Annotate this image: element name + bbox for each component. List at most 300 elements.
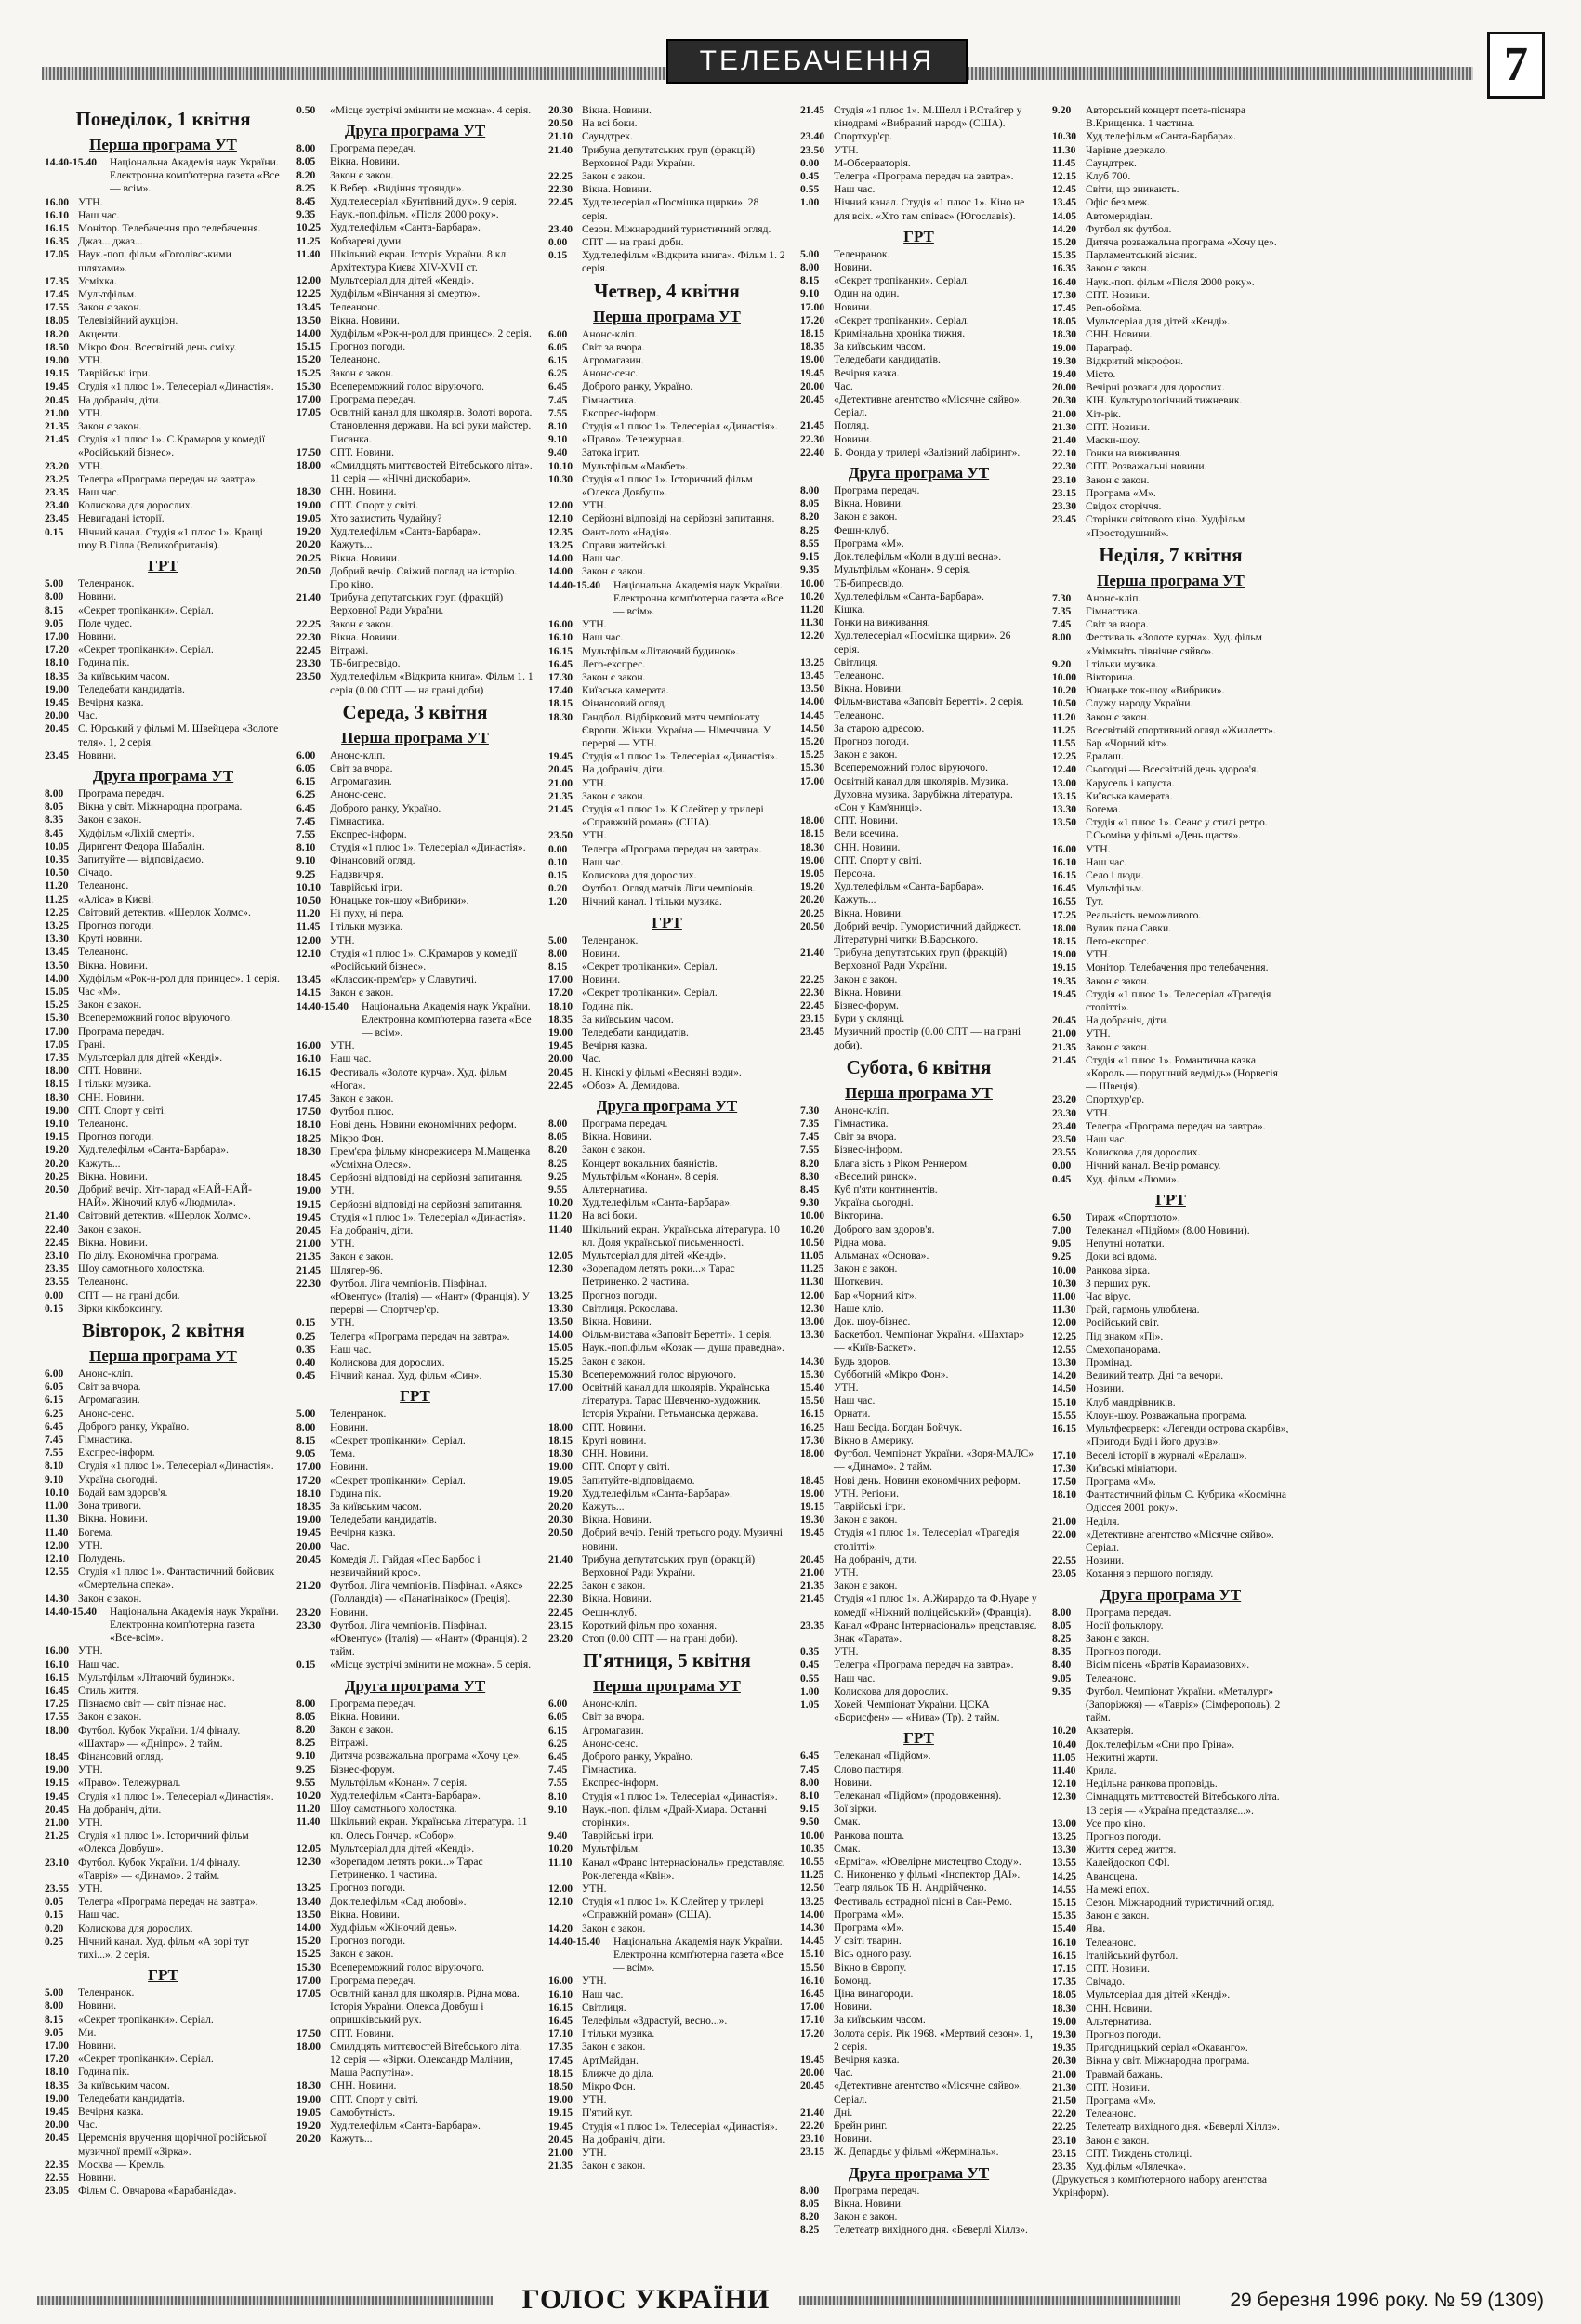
program-title: Футбол. Ліга чемпіонів. Півфінал. «Аякс» (Голландія) — «Панатінаікос» (Греція). bbox=[330, 1579, 523, 1605]
program-time: 19.45 bbox=[548, 1039, 573, 1052]
program-item bbox=[800, 340, 1037, 353]
program-item bbox=[1052, 922, 1289, 935]
program-time: 18.15 bbox=[800, 827, 825, 840]
program-time: 0.25 bbox=[45, 1934, 64, 1948]
program-title: С. Никоненко у фільмі «Інспектор ДАІ». bbox=[834, 1868, 1021, 1882]
program-item bbox=[1052, 948, 1289, 961]
program-item bbox=[45, 932, 282, 945]
program-time: 17.35 bbox=[548, 2040, 573, 2053]
program-item bbox=[296, 1974, 534, 1987]
program-title: Закон є закон. bbox=[834, 1579, 898, 1592]
program-title: Студія «1 плюс 1». Телесеріал «Династія». bbox=[330, 1210, 526, 1223]
channel-heading: Друга програма УТ bbox=[1100, 1585, 1242, 1604]
program-time: 1.05 bbox=[800, 1697, 820, 1710]
program-item bbox=[296, 1052, 534, 1065]
program-time: 8.00 bbox=[45, 786, 64, 799]
program-item bbox=[548, 433, 785, 446]
program-time: 12.45 bbox=[1052, 183, 1077, 196]
program-title: Фантастичний фільм С. Кубрика «Космічна Одіссея 2001 року». bbox=[1086, 1488, 1287, 1514]
program-time: 6.25 bbox=[296, 788, 316, 801]
program-title: Всепереможний голос віруючого. bbox=[834, 761, 988, 774]
program-item bbox=[296, 1513, 534, 1526]
program-time: 17.00 bbox=[800, 774, 825, 787]
program-time: 19.00 bbox=[45, 682, 70, 695]
program-item bbox=[45, 985, 282, 998]
program-item bbox=[800, 1908, 1037, 1921]
program-item bbox=[296, 1447, 534, 1460]
program-title: За київським часом. bbox=[834, 2014, 926, 2027]
program-title: Наш Бесіда. Богдан Бойчук. bbox=[834, 1420, 963, 1433]
program-time: 19.00 bbox=[296, 2093, 322, 2106]
program-item bbox=[548, 658, 785, 671]
program-time: 16.10 bbox=[548, 631, 573, 644]
program-title: Вели всечина. bbox=[834, 827, 899, 840]
program-item bbox=[1052, 1896, 1289, 1909]
program-title: Новини. bbox=[834, 1776, 873, 1789]
program-time: 10.55 bbox=[800, 1855, 825, 1868]
program-title: СПТ. Спорт у світі. bbox=[330, 498, 418, 511]
program-title: «Детективне агентство «Місячне сяйво». Серіал. bbox=[1086, 1527, 1274, 1553]
program-title: Анонс-сенс. bbox=[78, 1406, 135, 1419]
program-time: 9.40 bbox=[548, 1829, 568, 1842]
program-item bbox=[800, 1130, 1037, 1143]
program-title: Авансцена. bbox=[1086, 1869, 1138, 1882]
program-title: Освітній канал для школярів. Рідна мова. Історія України. Олекса Довбуш і опришківський рух. bbox=[330, 1987, 520, 2027]
program-title: Закон є закон. bbox=[1086, 974, 1150, 987]
program-item bbox=[45, 420, 282, 433]
program-title: Футбол плюс. bbox=[330, 1105, 394, 1118]
program-time: 18.00 bbox=[296, 2040, 322, 2053]
program-time: 22.25 bbox=[548, 170, 573, 183]
program-time: 16.10 bbox=[296, 1052, 322, 1065]
program-item bbox=[800, 2067, 1037, 2080]
program-item bbox=[1052, 381, 1289, 394]
program-item bbox=[45, 1592, 282, 1605]
program-time: 8.10 bbox=[548, 420, 568, 433]
program-title: Вікна. Новини. bbox=[330, 1908, 400, 1921]
program-time: 15.05 bbox=[548, 1341, 573, 1354]
program-time: 11.25 bbox=[800, 1262, 824, 1275]
program-item bbox=[1052, 183, 1289, 196]
program-item bbox=[800, 2146, 1037, 2159]
program-time: 9.10 bbox=[800, 287, 820, 300]
program-time: 12.10 bbox=[1052, 1777, 1077, 1790]
program-title: Док.телефільм «Сад любові». bbox=[330, 1895, 467, 1908]
program-item bbox=[548, 1526, 785, 1552]
program-time: 7.45 bbox=[548, 393, 568, 406]
program-title: Закон є закон. bbox=[330, 986, 394, 999]
program-item bbox=[548, 1143, 785, 1156]
program-time: 16.15 bbox=[800, 1407, 825, 1420]
program-item bbox=[800, 1223, 1037, 1236]
program-time: 23.25 bbox=[45, 472, 70, 485]
program-item bbox=[45, 866, 282, 879]
program-title: Вікна. Новини. bbox=[330, 155, 400, 168]
program-item bbox=[296, 1356, 534, 1369]
program-time: 19.00 bbox=[45, 354, 70, 367]
program-title: Гімнастика. bbox=[582, 393, 637, 406]
program-item bbox=[296, 1816, 534, 1842]
program-item bbox=[800, 1394, 1037, 1407]
program-item bbox=[1052, 1724, 1289, 1737]
program-title: Вікна. Новини. bbox=[78, 958, 148, 971]
program-title: Фешн-клуб. bbox=[834, 523, 889, 536]
program-item bbox=[800, 1381, 1037, 1394]
program-title: Закон є закон. bbox=[78, 301, 142, 314]
program-time: 18.00 bbox=[45, 1064, 70, 1077]
program-title: «Місце зустрічі змінити не можна». 5 серія. bbox=[330, 1658, 532, 1671]
program-item bbox=[1052, 1975, 1289, 1988]
program-title: Мультсеріал для дітей «Кенді». bbox=[1086, 1988, 1231, 2001]
program-time: 20.00 bbox=[800, 379, 825, 392]
program-item bbox=[548, 1209, 785, 1222]
program-title: Новини. bbox=[330, 1460, 369, 1473]
program-item bbox=[296, 749, 534, 762]
program-title: Закон є закон. bbox=[834, 1262, 898, 1275]
program-time: 21.20 bbox=[296, 1579, 322, 1592]
program-item bbox=[548, 1368, 785, 1381]
program-title: Анонс-сенс. bbox=[582, 1736, 639, 1750]
program-title: Худфільм «Вінчання зі смертю». bbox=[330, 287, 481, 300]
program-time: 21.10 bbox=[548, 130, 573, 143]
program-title: Ціна винагороди. bbox=[834, 1987, 914, 2000]
program-item bbox=[548, 697, 785, 710]
program-title: Стоп (0.00 СПТ — на грані доби). bbox=[582, 1631, 738, 1644]
program-title: Гімнастика. bbox=[78, 1433, 133, 1446]
program-time: 22.45 bbox=[800, 999, 825, 1011]
channel-heading: Перша програма УТ bbox=[89, 1347, 237, 1366]
program-title: Серйозні відповіді на серйозні запитання. bbox=[330, 1171, 523, 1184]
program-item bbox=[1052, 2107, 1289, 2120]
program-title: Закон є закон. bbox=[78, 998, 142, 1011]
program-title: Смак. bbox=[834, 1842, 861, 1855]
program-item bbox=[800, 287, 1037, 300]
program-time: 20.30 bbox=[1052, 394, 1077, 407]
program-time: 1.20 bbox=[548, 895, 568, 908]
program-title: Полудень. bbox=[78, 1552, 125, 1565]
program-item bbox=[296, 1132, 534, 1145]
program-time: 20.45 bbox=[296, 1224, 322, 1237]
program-title: Час. bbox=[582, 1052, 601, 1065]
program-item bbox=[548, 1262, 785, 1288]
program-time: 18.15 bbox=[548, 2067, 573, 2080]
program-time: 12.25 bbox=[296, 287, 322, 300]
program-item bbox=[548, 960, 785, 973]
program-title: Прогноз погоди. bbox=[1086, 1645, 1162, 1658]
program-item bbox=[45, 827, 282, 840]
program-item bbox=[548, 684, 785, 697]
program-title: Док.телефільм «Сни про Гріна». bbox=[1086, 1737, 1235, 1750]
program-item bbox=[548, 1421, 785, 1434]
program-time: 8.15 bbox=[45, 2013, 64, 2026]
program-title: Нічний канал. Вечір романсу. bbox=[1086, 1159, 1221, 1172]
program-title: Фант-лото «Надія». bbox=[582, 525, 672, 538]
program-item bbox=[296, 1237, 534, 1250]
program-time: 23.10 bbox=[1052, 2133, 1077, 2146]
program-time: 10.20 bbox=[1052, 1724, 1077, 1737]
program-time: 16.45 bbox=[1052, 882, 1077, 895]
program-item bbox=[1052, 750, 1289, 763]
program-item bbox=[800, 1816, 1037, 1829]
program-time: 12.30 bbox=[296, 1855, 322, 1868]
program-title: Нічний канал. Худ. фільм «Син». bbox=[330, 1369, 482, 1382]
program-item bbox=[45, 1644, 282, 1657]
program-time: 21.00 bbox=[1052, 1514, 1077, 1527]
program-title: Худ.телефільм «Санта-Барбара». bbox=[78, 1143, 229, 1156]
program-time: 14.45 bbox=[800, 708, 825, 721]
program-item bbox=[800, 314, 1037, 327]
program-item bbox=[45, 2014, 282, 2027]
program-time: 11.30 bbox=[45, 1512, 69, 1525]
program-time: 17.00 bbox=[296, 1460, 322, 1473]
program-item bbox=[800, 616, 1037, 629]
program-time: 15.25 bbox=[548, 1354, 573, 1367]
program-time: 17.00 bbox=[296, 1974, 322, 1987]
program-item bbox=[800, 907, 1037, 920]
program-time: 8.40 bbox=[1052, 1658, 1072, 1671]
program-item bbox=[296, 1184, 534, 1197]
program-time: 9.10 bbox=[296, 854, 316, 867]
program-title: На добраніч, діти. bbox=[78, 393, 162, 406]
program-time: 15.40 bbox=[1052, 1922, 1077, 1935]
program-title: У світі тварин. bbox=[834, 1934, 902, 1948]
program-title: Експрес-інформ. bbox=[582, 1776, 659, 1789]
program-item bbox=[800, 590, 1037, 603]
program-item bbox=[296, 1526, 534, 1539]
program-item bbox=[296, 155, 534, 168]
program-item bbox=[296, 1277, 534, 1317]
program-item bbox=[1052, 196, 1289, 209]
program-time: 22.35 bbox=[45, 2158, 70, 2171]
program-time: 11.55 bbox=[1052, 736, 1076, 749]
program-time: 14.40-15.40 bbox=[548, 1934, 601, 1948]
program-time: 9.25 bbox=[296, 867, 316, 880]
program-time: 18.10 bbox=[296, 1486, 322, 1499]
program-item bbox=[548, 2133, 785, 2146]
program-title: Світ за вчора. bbox=[78, 1380, 141, 1393]
program-title: Новини. bbox=[78, 2000, 117, 2013]
program-time: 13.00 bbox=[1052, 1816, 1077, 1829]
program-time: 22.30 bbox=[296, 1276, 322, 1289]
program-item bbox=[1052, 1567, 1289, 1580]
program-item bbox=[548, 249, 785, 275]
program-title: «Секрет тропіканки». Серіал. bbox=[78, 603, 214, 616]
program-title: «Классик-прем'єр» у Славутичі. bbox=[330, 973, 477, 986]
program-time: 19.35 bbox=[1052, 974, 1077, 987]
channel-heading: Друга програма УТ bbox=[848, 464, 990, 482]
program-item bbox=[548, 170, 785, 183]
program-item bbox=[548, 1474, 785, 1487]
program-item bbox=[296, 406, 534, 446]
program-title: Смехопанорама. bbox=[1086, 1342, 1161, 1355]
channel-heading: ГРТ bbox=[148, 1966, 178, 1985]
program-title: Худ.телефільм «Санта-Барбара». bbox=[330, 525, 481, 538]
program-title: Студія «1 плюс 1». К.Слейтер у трилері «Справжній роман» (США). bbox=[582, 1895, 764, 1921]
program-item bbox=[548, 1803, 785, 1829]
program-item bbox=[800, 1672, 1037, 1685]
program-time: 6.00 bbox=[45, 1367, 64, 1380]
program-time: 18.45 bbox=[45, 1750, 70, 1763]
program-title: Кажуть... bbox=[582, 1499, 625, 1512]
program-time: 15.20 bbox=[800, 734, 825, 747]
program-item bbox=[800, 973, 1037, 986]
program-title: Закон є закон. bbox=[78, 1710, 142, 1723]
program-title: Година пік. bbox=[78, 656, 130, 669]
program-time: 17.15 bbox=[1052, 1962, 1077, 1975]
program-item bbox=[296, 1264, 534, 1277]
program-title: Телеанонс. bbox=[78, 879, 129, 892]
program-time: 0.10 bbox=[548, 855, 568, 868]
program-item bbox=[296, 565, 534, 591]
program-item bbox=[45, 1130, 282, 1143]
program-title: Італійський футбол. bbox=[1086, 1948, 1179, 1961]
program-title: Колискова для дорослих. bbox=[78, 499, 193, 512]
program-time: 12.00 bbox=[548, 499, 573, 512]
program-item bbox=[800, 1592, 1037, 1618]
program-item bbox=[1052, 1488, 1289, 1514]
program-title: Монітор. Телебачення про телебачення. bbox=[78, 222, 261, 235]
program-title: Мультсеріал для дітей «Кенді». bbox=[582, 1249, 727, 1262]
program-item bbox=[296, 327, 534, 340]
program-time: 8.30 bbox=[800, 1169, 820, 1182]
program-time: 23.30 bbox=[296, 1618, 322, 1631]
program-item bbox=[45, 696, 282, 709]
program-title: Доки всі вдома. bbox=[1086, 1250, 1158, 1263]
program-time: 6.05 bbox=[296, 761, 316, 774]
program-title: Диригент Федора Шабалін. bbox=[78, 839, 204, 852]
program-item bbox=[296, 934, 534, 947]
program-time: 21.00 bbox=[548, 776, 573, 789]
program-item bbox=[548, 236, 785, 249]
program-time: 20.45 bbox=[800, 2080, 825, 2093]
program-time: 12.10 bbox=[548, 512, 573, 525]
program-time: 20.25 bbox=[800, 906, 825, 919]
program-item bbox=[1052, 843, 1289, 856]
program-item bbox=[45, 1790, 282, 1803]
program-title: Вікна. Новини. bbox=[582, 1315, 652, 1328]
program-time: 9.35 bbox=[1052, 1684, 1072, 1697]
program-item bbox=[296, 2106, 534, 2119]
program-title: «Аліса» в Києві. bbox=[78, 892, 154, 905]
program-item bbox=[800, 1157, 1037, 1170]
program-time: 15.25 bbox=[45, 998, 70, 1011]
program-time: 17.00 bbox=[45, 1024, 70, 1037]
program-item bbox=[1052, 1936, 1289, 1949]
program-time: 19.45 bbox=[548, 2119, 573, 2133]
program-title: Національна Академія наук України. Електронна комп'ютерна газета «Все — всім». bbox=[613, 1934, 784, 1974]
program-item bbox=[296, 762, 534, 775]
program-time: 16.45 bbox=[45, 1684, 70, 1697]
program-title: Блага вість з Ріком Реннером. bbox=[834, 1156, 969, 1169]
program-item bbox=[296, 221, 534, 234]
program-time: 9.50 bbox=[800, 1816, 820, 1829]
program-item bbox=[548, 1500, 785, 1513]
program-time: 6.05 bbox=[548, 1710, 568, 1723]
program-item bbox=[800, 1934, 1037, 1948]
channel-heading: Перша програма УТ bbox=[89, 136, 237, 153]
program-item bbox=[45, 906, 282, 919]
program-title: Хокей. Чемпіонат України. ЦСКА «Борисфен» — «Нива» (Тр). 2 тайм. bbox=[834, 1697, 1000, 1724]
program-time: 11.20 bbox=[800, 602, 824, 615]
program-title: Анонс-кліп. bbox=[582, 1697, 638, 1710]
program-title: Наш час. bbox=[330, 1052, 372, 1065]
program-time: 21.00 bbox=[548, 2146, 573, 2159]
program-time: 6.15 bbox=[45, 1393, 64, 1406]
program-title: Шкільний екран. Історія України. 8 кл. Архітектура Києва XIV-XVII ст. bbox=[330, 247, 509, 274]
program-title: Колискова для дорослих. bbox=[78, 1921, 193, 1934]
program-title: Новини. bbox=[1086, 1382, 1125, 1395]
program-time: 18.00 bbox=[548, 1420, 573, 1433]
program-time: 16.10 bbox=[548, 1987, 573, 2000]
program-title: Вечірня казка. bbox=[330, 1526, 396, 1539]
program-time: 11.20 bbox=[45, 879, 69, 892]
program-title: Великий театр. Дні та вечори. bbox=[1086, 1369, 1224, 1382]
program-title: Наш час. bbox=[78, 1657, 120, 1670]
program-title: Село і люди. bbox=[1086, 868, 1144, 881]
program-item bbox=[1052, 988, 1289, 1014]
program-item bbox=[1052, 104, 1289, 130]
program-time: 8.25 bbox=[800, 523, 820, 536]
program-title: Програма передач. bbox=[330, 1974, 416, 1987]
program-time: 8.05 bbox=[548, 1130, 568, 1143]
program-time: 20.25 bbox=[45, 1169, 70, 1182]
program-item bbox=[45, 1935, 282, 1961]
program-item bbox=[800, 537, 1037, 550]
program-time: 10.00 bbox=[800, 1209, 825, 1222]
schedule-column bbox=[548, 104, 785, 2279]
program-time: 20.00 bbox=[548, 1052, 573, 1065]
program-time: 8.20 bbox=[800, 1156, 820, 1169]
program-time: 18.15 bbox=[548, 1433, 573, 1446]
program-item bbox=[548, 2001, 785, 2014]
program-title: Комедія Л. Гайдая «Пес Барбос і незвичайний крос». bbox=[330, 1552, 481, 1578]
program-time: 21.25 bbox=[45, 1829, 70, 1842]
program-item bbox=[45, 512, 282, 525]
program-title: Студія «1 плюс 1». А.Жирардо та Ф.Нуаре у комедії «Ніжний поліцейський» (Франція). bbox=[834, 1592, 1037, 1618]
program-time: 21.35 bbox=[548, 2159, 573, 2172]
program-title: Футбол. Ліга чемпіонів. Півфінал. «Ювентус» (Італія) — «Нант» (Франція). 2 тайм. bbox=[330, 1618, 528, 1658]
program-time: 21.30 bbox=[1052, 2080, 1077, 2093]
program-item bbox=[45, 1143, 282, 1156]
program-title: Зона тривоги. bbox=[78, 1499, 142, 1512]
program-time: 9.10 bbox=[548, 1802, 568, 1816]
program-title: Футбол. Чемпіонат України. «Зоря-МАЛС» — «Динамо». 2 тайм. bbox=[834, 1447, 1034, 1473]
program-item bbox=[45, 1776, 282, 1789]
program-title: Телегра «Програма передач на завтра». bbox=[834, 170, 1014, 183]
program-item bbox=[1052, 1528, 1289, 1554]
program-item bbox=[296, 1842, 534, 1855]
program-time: 12.00 bbox=[296, 274, 322, 287]
program-item bbox=[548, 2159, 785, 2172]
program-item bbox=[800, 1289, 1037, 1302]
program-time: 12.25 bbox=[1052, 750, 1077, 763]
program-title: Спортхур'єр. bbox=[834, 130, 893, 143]
program-item bbox=[1052, 1449, 1289, 1462]
program-time: 10.00 bbox=[800, 1829, 825, 1842]
program-item bbox=[1052, 2015, 1289, 2028]
program-title: Студія «1 плюс 1». Телесеріал «Династія». bbox=[582, 420, 778, 433]
program-item bbox=[548, 196, 785, 222]
program-item bbox=[800, 1487, 1037, 1500]
program-time: 17.50 bbox=[1052, 1474, 1077, 1487]
program-title: Мультсеріал для дітей «Кенді». bbox=[1086, 315, 1231, 328]
program-item bbox=[296, 815, 534, 828]
program-title: Час вірус. bbox=[1086, 1290, 1131, 1303]
program-item bbox=[800, 2106, 1037, 2119]
program-time: 8.10 bbox=[296, 841, 316, 854]
program-title: Альтернатива. bbox=[1086, 2014, 1152, 2027]
program-time: 9.35 bbox=[296, 208, 316, 221]
